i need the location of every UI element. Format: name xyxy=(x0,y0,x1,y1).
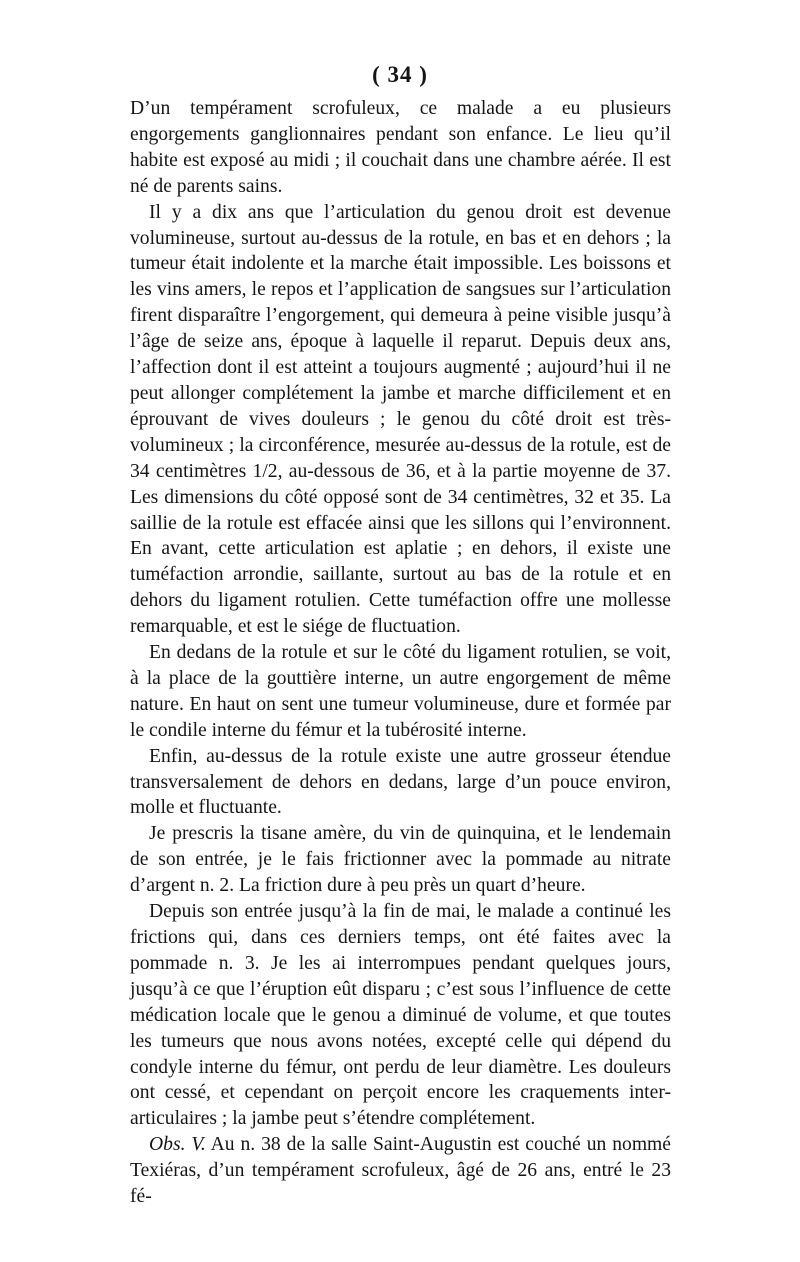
paragraph-temperament: D’un tempérament scrofuleux, ce malade a eu plusieurs engorgements ganglionnaires pendant son enfance. Le lieu qu’il habite est exposé au midi ; il couchait dans une chambre aérée. Il est né de parents sains. xyxy=(130,98,671,197)
observation-label: Obs. V. xyxy=(149,1134,206,1156)
page-number: ( 34 ) xyxy=(372,62,428,87)
body-text xyxy=(130,96,671,1210)
paragraph-knee-history: Il y a dix ans que l’articulation du genou droit est devenue volumineuse, surtout au-dessus de la rotule, en bas et en dehors ; la tumeur était indolente et la marche était impossible. Les boissons et les vins amers, le repos et l’application de sangsues sur l’articulation firent disparaître l’engorgement, qui demeura à peine visible jusqu’à l’âge de seize ans, époque à laquelle il reparut. Depuis deux ans, l’affection dont il est atteint a toujours augmenté ; aujourd’hui il ne peut allonger complétement la jambe et marche difficilement et en éprouvant de vives douleurs ; le genou du côté droit est très-volumineux ; la circonférence, mesurée au-dessus de la rotule, est de 34 centimètres 1/2, au-dessous de 36, et à la partie moyenne de 37. Les dimensions du côté opposé sont de 34 centimètres, 32 et 35. La saillie de la rotule est effacée ainsi que les sillons qui l’environnent. En avant, cette articulation est aplatie ; en dehors, il existe une tuméfaction arrondie, saillante, surtout au bas de la rotule et en dehors du ligament rotulien. Cette tuméfaction offre une mollesse remarquable, et est le siége de fluctuation. xyxy=(130,201,671,638)
paragraph-treatment-outcome: Depuis son entrée jusqu’à la fin de mai, le malade a continué les frictions qui, dans ces derniers temps, ont été faites avec la pommade n. 3. Je les ai interrompues pendant quelques jours, jusqu’à ce que l’éruption eût disparu ; c’est sous l’influence de cette médication locale que le genou a diminué de volume, et que toutes les tumeurs que nous avons notées, excepté celle qui dépend du condyle interne du fémur, ont perdu de leur diamètre. Les douleurs ont cessé, et cependant on perçoit encore les craquements inter-articulaires ; la jambe peut s’étendre complétement. xyxy=(130,901,671,1130)
observation-text: Au n. 38 de la salle Saint-Augustin est couché un nommé Texiéras, d’un tempérament scrofuleux, âgé de 26 ans, entré le 23 fé- xyxy=(130,1134,671,1208)
paragraph-transverse-swelling: Enfin, au-dessus de la rotule existe une autre grosseur étendue transversalement de dehors en dedans, large d’un pouce environ, molle et fluctuante. xyxy=(130,745,671,819)
paragraph-observation-v xyxy=(130,1132,671,1210)
paragraph-inner-swelling: En dedans de la rotule et sur le côté du ligament rotulien, se voit, à la place de la gouttière interne, un autre engorgement de même nature. En haut on sent une tumeur volumineuse, dure et formée par le condile interne du fémur et la tubérosité interne. xyxy=(130,642,671,741)
paragraph-prescription: Je prescris la tisane amère, du vin de quinquina, et le lendemain de son entrée, je le fais frictionner avec la pommade au nitrate d’argent n. 2. La friction dure à peu près un quart d’heure. xyxy=(130,823,671,897)
